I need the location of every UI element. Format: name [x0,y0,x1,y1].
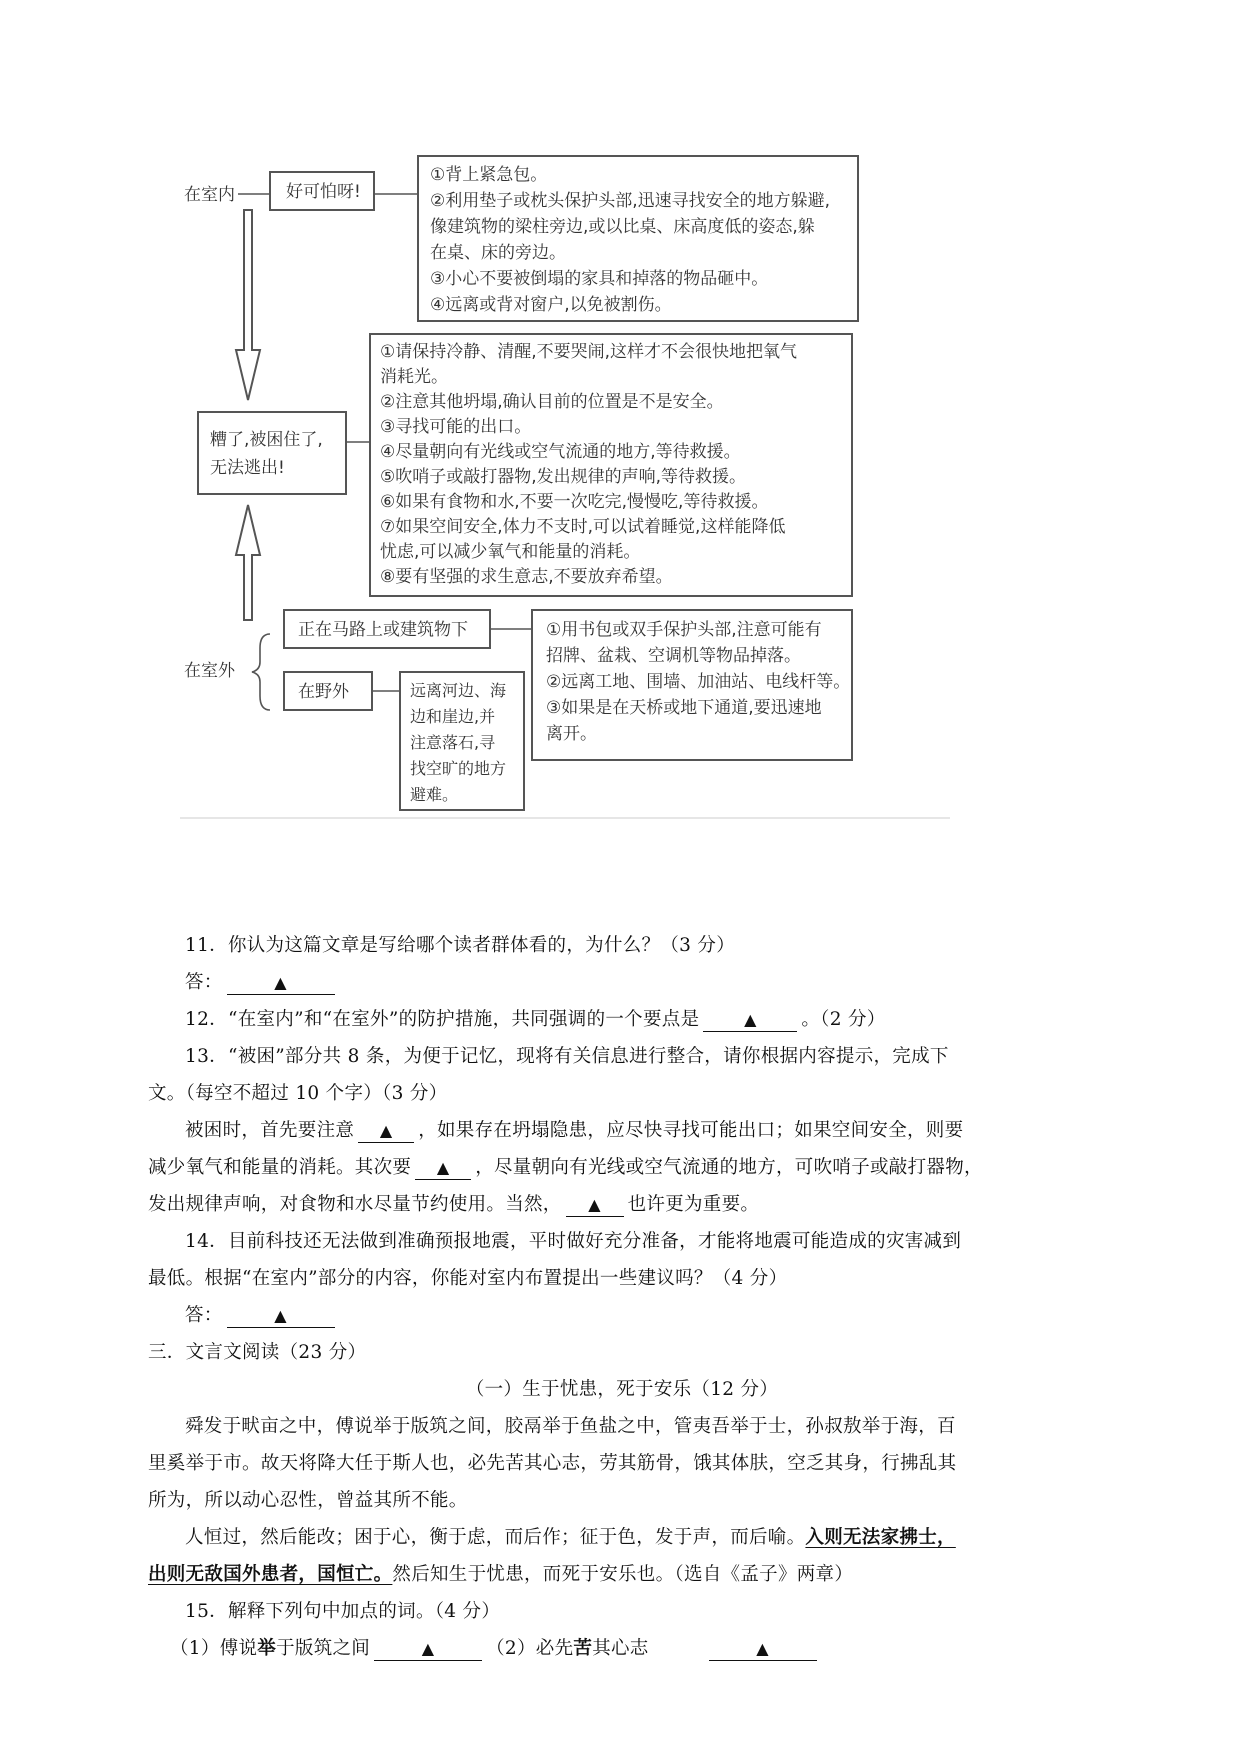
dotted-word: 举 [257,1638,277,1659]
road-tip: 招牌、盆栽、空调机等物品掉落。 [546,646,801,666]
answer-blank[interactable]: ▲ [358,1120,414,1143]
question-13-line1: 13．“被困”部分共 8 条，为便于记忆，现将有关信息进行整合，请你根据内容提示，完成下 [185,1046,949,1067]
classical-text: 然后知生于忧患，而死于安乐也。（选自《孟子》两章） [392,1564,854,1585]
question-text: 12．“在室内”和“在室外”的防护措施，共同强调的一个要点是 [185,1009,700,1030]
question-text: （2）必先 [486,1638,574,1659]
trapped-tip: 忧虑,可以减少氧气和能量的消耗。 [380,542,641,562]
earthquake-safety-diagram [184,150,1090,910]
question-text: （1）傅说 [170,1638,258,1659]
exam-questions [148,927,1096,1667]
trapped-tip: ⑦如果空间安全,体力不支时,可以试着睡觉,这样能降低 [380,517,786,537]
trapped-tip: ⑥如果有食物和水,不要一次吃完,慢慢吃,等待救援。 [380,492,769,512]
classical-text-line: 舜发于畎亩之中，傅说举于版筑之间，胶鬲举于鱼盐之中，管夷吾举于士，孙叔敖举于海，百 [185,1416,956,1437]
question-text: ，如果存在坍塌隐患，应尽快寻找可能出口；如果空间安全，则要 [418,1120,964,1141]
trapped-label-box [198,412,346,494]
question-text: ，尽量朝向有光线或空气流通的地方，可吹哨子或敲打器物， [475,1157,983,1178]
classical-text-line: 所为，所以动心忍性，曾益其所不能。 [148,1490,468,1511]
answer-blank[interactable]: ▲ [566,1194,624,1217]
question-15: 15．解释下列句中加点的词。（4 分） [185,1601,501,1622]
trapped-label-line2: 无法逃出! [210,458,285,478]
wild-tip: 远离河边、海 [410,681,507,700]
road-label: 正在马路上或建筑物下 [298,620,468,640]
section-3-subheading: （一）生于忧患，死于安乐（12 分） [465,1379,779,1400]
answer-label: 答： [185,1305,223,1326]
trapped-tip: ⑤吹哨子或敲打器物,发出规律的声响,等待救援。 [380,467,747,487]
wild-tips [410,681,506,804]
trapped-tip: ①请保持冷静、清醒,不要哭闹,这样才不会很快地把氧气 [380,342,798,362]
indoor-tip: ④远离或背对窗户,以免被割伤。 [430,295,672,315]
road-tips [546,620,850,744]
wild-tip: 注意落石,寻 [410,733,496,752]
question-13-line2: 文。（每空不超过 10 个字）（3 分） [148,1083,448,1104]
classical-text: 人恒过，然后能改；困于心，衡于虑，而后作；征于色，发于声，而后喻。 [185,1527,806,1548]
question-text: 。（2 分） [801,1009,886,1030]
question-13-para2 [148,1149,1096,1186]
question-text: 于版筑之间 [276,1638,371,1659]
underlined-sentence: 入则无法家拂士， [805,1527,956,1548]
question-14-line2: 最低。根据“在室内”部分的内容，你能对室内布置提出一些建议吗？（4 分） [148,1268,788,1289]
section-3-heading: 三．文言文阅读（23 分） [148,1342,367,1363]
answer-11 [148,964,1096,1001]
indoor-reaction: 好可怕呀! [286,182,361,202]
question-15-items [148,1630,1096,1667]
trapped-tip: ②注意其他坍塌,确认目前的位置是不是安全。 [380,392,724,412]
road-tip: ②远离工地、围墙、加油站、电线杆等。 [546,672,851,692]
trapped-tip: ③寻找可能的出口。 [380,417,532,437]
answer-blank[interactable]: ▲ [709,1638,817,1661]
answer-label: 答： [185,972,223,993]
trapped-tip: ⑧要有坚强的求生意志,不要放弃希望。 [380,567,673,587]
trapped-tips [380,342,797,587]
wild-tip: 避难。 [410,785,459,804]
question-text: 被困时，首先要注意 [185,1120,355,1141]
outdoor-label: 在室外 [184,661,235,681]
down-arrow-icon [236,210,260,400]
question-text: 减少氧气和能量的消耗。其次要 [148,1157,412,1178]
question-12 [148,1001,1096,1038]
answer-blank[interactable]: ▲ [415,1157,471,1180]
dotted-word: 苦 [573,1638,593,1659]
classical-text-line [148,1519,1096,1556]
answer-blank[interactable]: ▲ [703,1009,797,1032]
indoor-tip: 像建筑物的梁柱旁边,或以比桌、床高度低的姿态,躲 [430,217,815,237]
indoor-tip: ①背上紧急包。 [430,165,548,185]
answer-14 [148,1297,1096,1334]
outdoor-brace [252,634,270,710]
road-tip: 离开。 [546,724,597,744]
question-13-para1 [148,1112,1096,1149]
answer-blank[interactable]: ▲ [374,1638,482,1661]
classical-text-line [148,1556,1096,1593]
classical-text-line: 里奚举于市。故天将降大任于斯人也，必先苦其心志，劳其筋骨，饿其体肤，空乏其身，行拂乱其 [148,1453,957,1474]
question-text: 其心志 [592,1638,649,1659]
trapped-label-line1: 糟了,被困住了, [210,430,323,450]
wild-tip: 边和崖边,并 [410,707,496,726]
road-tip: ①用书包或双手保护头部,注意可能有 [546,620,822,640]
indoor-tips [430,165,830,315]
up-arrow-icon [236,505,260,620]
indoor-tip: ②利用垫子或枕头保护头部,迅速寻找安全的地方躲避, [430,191,831,211]
underlined-sentence: 出则无敌国外患者，国恒亡。 [148,1564,393,1585]
question-13-para3 [148,1186,1096,1223]
answer-blank[interactable]: ▲ [227,972,335,995]
wild-label: 在野外 [298,682,349,702]
question-text: 也许更为重要。 [627,1194,760,1215]
trapped-tip: 消耗光。 [380,367,448,387]
indoor-tip: 在桌、床的旁边。 [430,243,566,263]
trapped-tip: ④尽量朝向有光线或空气流通的地方,等待救援。 [380,442,741,462]
wild-tip: 找空旷的地方 [410,759,507,778]
answer-blank[interactable]: ▲ [227,1305,335,1328]
indoor-tip: ③小心不要被倒塌的家具和掉落的物品砸中。 [430,269,769,289]
question-11: 11．你认为这篇文章是写给哪个读者群体看的，为什么？（3 分） [185,935,735,956]
indoor-label: 在室内 [184,185,235,205]
question-text: 发出规律声响，对食物和水尽量节约使用。当然， [148,1194,562,1215]
road-tip: ③如果是在天桥或地下通道,要迅速地 [546,698,822,718]
question-14-line1: 14．目前科技还无法做到准确预报地震，平时做好充分准备，才能将地震可能造成的灾害减到 [185,1231,962,1252]
